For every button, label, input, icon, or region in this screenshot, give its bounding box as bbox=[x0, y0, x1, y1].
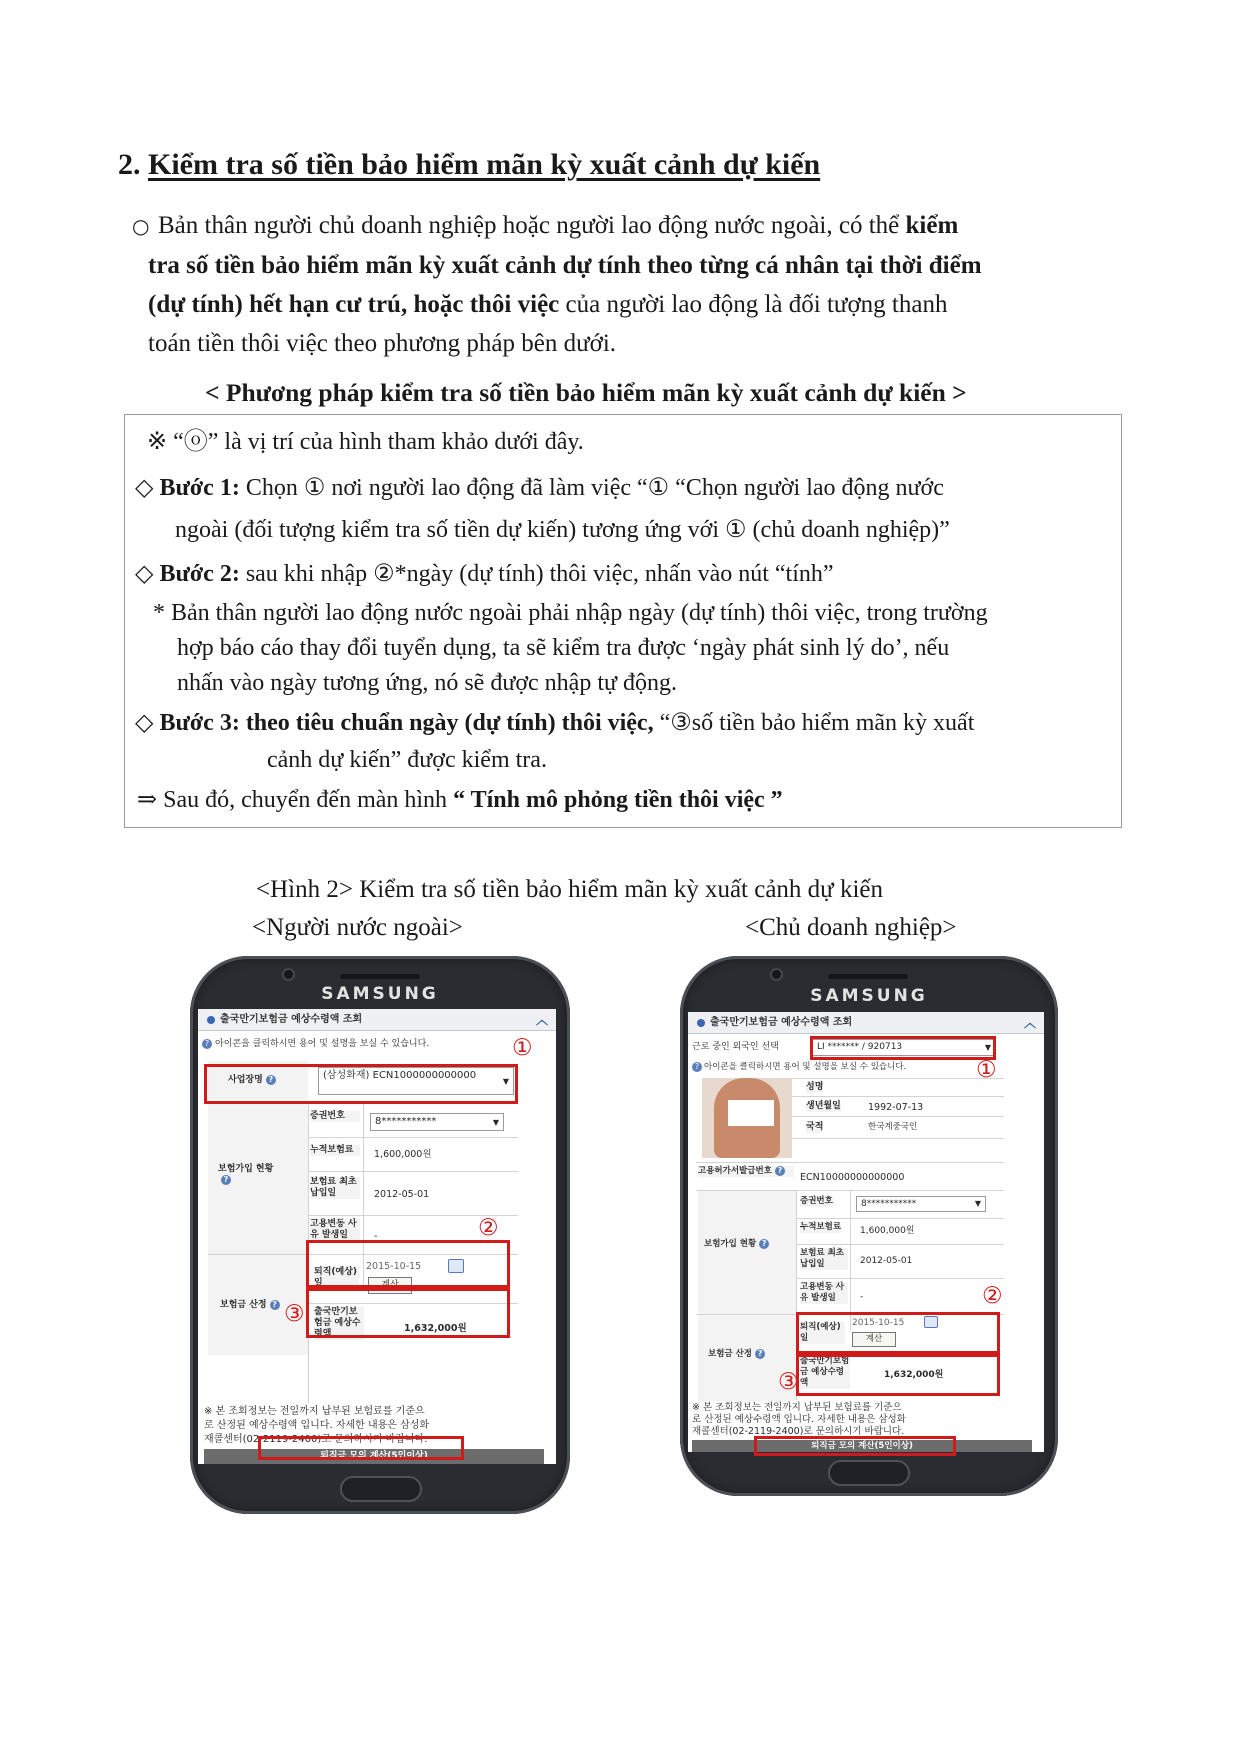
right-phone bbox=[680, 956, 1058, 1496]
intro-paragraph: ○ Bản thân người chủ doanh nghiệp hoặc người lao động nước ngoài, có thể kiểm tra số tiền bảo hiểm mãn kỳ xuất cảnh dự tính theo từng cá nhân tại thời điểm (dự tính) hết hạn cư trú, hoặc thôi việc của người lao động là đối tượng thanh toán tiền thôi việc theo phương pháp bên dưới. bbox=[132, 206, 1132, 363]
first-pay-value: 2012-05-01 bbox=[374, 1189, 430, 1200]
divider bbox=[850, 1190, 851, 1330]
speaker-grille bbox=[340, 974, 420, 979]
workplace-select[interactable]: (삼성화재) ECN1000000000000 ▼ bbox=[318, 1067, 514, 1095]
highlight-bottom-button bbox=[258, 1436, 464, 1460]
home-button[interactable] bbox=[340, 1476, 422, 1502]
highlight-2 bbox=[306, 1240, 510, 1288]
collapse-chevron-icon[interactable]: ︿ bbox=[535, 1013, 548, 1027]
chevron-down-icon: ▼ bbox=[492, 1118, 499, 1127]
premium-value: 1,600,000원 bbox=[860, 1226, 915, 1236]
change-date-label: 고용변동 사유 발생일 bbox=[310, 1219, 360, 1241]
divider bbox=[792, 1078, 1004, 1079]
divider bbox=[796, 1218, 1004, 1219]
change-date-label: 고용변동 사유 발생일 bbox=[800, 1282, 848, 1304]
title-dot-icon bbox=[207, 1016, 215, 1024]
expected-amount-label: 출국만기보험금 예상수령액 bbox=[314, 1307, 364, 1340]
section-heading bbox=[118, 148, 820, 182]
help-icon: ? bbox=[202, 1039, 212, 1049]
chevron-down-icon: ▼ bbox=[502, 1077, 509, 1086]
birth-label: 생년월일 bbox=[806, 1101, 841, 1111]
name-label: 성명 bbox=[806, 1082, 824, 1092]
help-icon: ? bbox=[692, 1062, 702, 1072]
worker-photo bbox=[702, 1078, 792, 1158]
highlight-2 bbox=[796, 1312, 1000, 1354]
section-number: 2. bbox=[118, 148, 141, 181]
bullet-icon: ○ bbox=[132, 214, 150, 238]
footnote: ※ 본 조회정보는 전일까지 납부된 보험료를 기준으 로 산정된 예상수령액 입니다. 자세한 내용은 삼성화 재콜센터(02-2119-2400)로 문의하시기 바랍니다. bbox=[204, 1406, 430, 1445]
divider bbox=[308, 1171, 518, 1172]
highlight-1 bbox=[204, 1064, 518, 1104]
retire-date-input[interactable]: 2015-10-15 bbox=[852, 1318, 905, 1328]
expected-amount-value: 1,632,000원 bbox=[884, 1370, 944, 1380]
help-icon[interactable]: ? bbox=[775, 1166, 785, 1176]
marker-3: ③ bbox=[778, 1369, 799, 1395]
next-step-line: ⇒ Sau đó, chuyển đến màn hình “ Tính mô phỏng tiền thôi việc ” bbox=[137, 787, 783, 813]
insurance-status-label: 보험가입 현황 ? bbox=[698, 1191, 796, 1314]
diamond-icon: ◇ bbox=[135, 710, 154, 736]
highlight-3 bbox=[796, 1354, 1000, 1396]
step-3-line: ◇ Bước 3: theo tiêu chuẩn ngày (dự tính) thôi việc, “③số tiền bảo hiểm mãn kỳ xuất bbox=[135, 710, 975, 736]
worker-select-label: 근로 중인 외국인 선택 bbox=[692, 1042, 779, 1052]
divider bbox=[796, 1278, 1004, 1279]
insurance-status-label: 보험가입 현황 ? bbox=[208, 1104, 308, 1254]
note-line-2: hợp báo cáo thay đổi tuyển dụng, ta sẽ kiểm tra được ‘ngày phát sinh lý do’, nếu bbox=[177, 635, 950, 661]
home-button[interactable] bbox=[828, 1460, 910, 1486]
highlight-bottom-button bbox=[754, 1436, 956, 1456]
divider bbox=[308, 1137, 518, 1138]
first-pay-label: 보험료 최초 납입일 bbox=[800, 1248, 848, 1270]
nation-label: 국적 bbox=[806, 1122, 824, 1132]
calc-button[interactable]: 계산 bbox=[852, 1332, 896, 1347]
nation-value: 한국계중국인 bbox=[868, 1122, 918, 1132]
left-phone bbox=[190, 956, 570, 1514]
box-note: ※ “ⓞ” là vị trí của hình tham khảo dưới đây. bbox=[147, 429, 584, 455]
workplace-label: 사업장명 ? bbox=[208, 1061, 308, 1099]
permit-label: 고용허가서발급번호 ? bbox=[698, 1166, 794, 1177]
method-title: < Phương pháp kiểm tra số tiền bảo hiểm mãn kỳ xuất cảnh dự kiến > bbox=[205, 378, 967, 407]
calc-button[interactable]: 계산 bbox=[368, 1277, 412, 1294]
diamond-icon: ◇ bbox=[135, 475, 154, 501]
step-1-line-2: ngoài (đối tượng kiểm tra số tiền dự kiến) tương ứng với ① (chủ doanh nghiệp)” bbox=[175, 517, 950, 543]
chevron-down-icon: ▼ bbox=[984, 1042, 991, 1052]
left-phone-label: <Người nước ngoài> bbox=[252, 914, 463, 941]
permit-value: ECN10000000000000 bbox=[800, 1172, 905, 1183]
right-phone-label: <Chủ doanh nghiệp> bbox=[745, 914, 957, 941]
first-pay-label: 보험료 최초 납입일 bbox=[310, 1177, 360, 1199]
help-text: ? 아이콘을 클릭하시면 용어 및 설명을 보실 수 있습니다. bbox=[202, 1039, 429, 1050]
premium-label: 누적보험료 bbox=[800, 1222, 842, 1232]
change-date-value: - bbox=[860, 1292, 864, 1302]
note-line-3: nhấn vào ngày tương ứng, nó sẽ được nhập tự động. bbox=[177, 670, 678, 696]
severance-simulation-button[interactable]: 퇴직금 모의 계산(5인이상) bbox=[204, 1449, 544, 1464]
step-1-line-1: ◇ Bước 1: Chọn ① nơi người lao động đã làm việc “① “Chọn người lao động nước bbox=[135, 475, 944, 501]
speaker-grille bbox=[828, 974, 908, 979]
retire-date-label: 퇴직(예상)일 bbox=[800, 1322, 845, 1344]
marker-1: ① bbox=[512, 1035, 533, 1061]
title-dot-icon bbox=[697, 1019, 705, 1027]
divider bbox=[796, 1244, 1004, 1245]
figure-caption: <Hình 2> Kiểm tra số tiền bảo hiểm mãn kỳ xuất cảnh dự kiến bbox=[256, 876, 884, 903]
birth-value: 1992-07-13 bbox=[868, 1102, 924, 1113]
calc-section-label: 보험금 산정 ? bbox=[208, 1255, 308, 1355]
instruction-box bbox=[124, 414, 1122, 828]
marker-1: ① bbox=[976, 1057, 997, 1083]
camera-icon bbox=[282, 968, 295, 981]
app-title-bar: 출국만기보험금 예상수령액 조회 ︿ bbox=[198, 1009, 556, 1031]
policy-no-select[interactable]: 8*********** ▼ bbox=[370, 1113, 504, 1131]
worker-select[interactable]: LI ******* / 920713 ▼ bbox=[812, 1039, 996, 1056]
divider bbox=[696, 1162, 1004, 1163]
help-icon[interactable]: ? bbox=[221, 1175, 231, 1185]
premium-value: 1,600,000원 bbox=[374, 1149, 432, 1160]
footnote: ※ 본 조회정보는 전일까지 납부된 보험료를 기준으 로 산정된 예상수령액 입니다. 자세한 내용은 삼성화 재콜센터(02-2119-2400)로 문의하시기 바랍니다. bbox=[692, 1402, 906, 1437]
help-icon[interactable]: ? bbox=[759, 1239, 769, 1249]
help-icon[interactable]: ? bbox=[755, 1349, 765, 1359]
divider bbox=[792, 1138, 1004, 1139]
step-3-line-2: cảnh dự kiến” được kiểm tra. bbox=[267, 747, 547, 773]
diamond-icon: ◇ bbox=[135, 561, 154, 587]
calc-section-label: 보험금 산정 ? bbox=[698, 1315, 796, 1401]
policy-no-label: 증권번호 bbox=[800, 1196, 833, 1206]
divider bbox=[792, 1116, 1004, 1117]
expected-amount-label: 출국만기보험금 예상수령액 bbox=[800, 1356, 850, 1388]
marker-2: ② bbox=[982, 1283, 1003, 1309]
policy-no-label: 증권번호 bbox=[310, 1111, 360, 1122]
step-2-line: ◇ Bước 2: sau khi nhập ②*ngày (dự tính) thôi việc, nhấn vào nút “tính” bbox=[135, 561, 834, 587]
change-date-value: - bbox=[374, 1231, 378, 1242]
expected-amount-value: 1,632,000원 bbox=[404, 1323, 467, 1334]
note-line-1: * Bản thân người lao động nước ngoài phải nhập ngày (dự tính) thôi việc, trong trường bbox=[153, 600, 988, 626]
app-title-bar: 출국만기보험금 예상수령액 조회 ︿ bbox=[688, 1012, 1044, 1034]
chevron-down-icon: ▼ bbox=[974, 1199, 981, 1208]
highlight-3 bbox=[306, 1288, 510, 1338]
first-pay-value: 2012-05-01 bbox=[860, 1256, 913, 1266]
phone-brand: SAMSUNG bbox=[321, 984, 439, 1004]
divider bbox=[792, 1096, 1004, 1097]
phone-brand: SAMSUNG bbox=[810, 986, 928, 1006]
camera-icon bbox=[770, 968, 783, 981]
premium-label: 누적보험료 bbox=[310, 1145, 360, 1156]
highlight-1 bbox=[810, 1036, 996, 1060]
severance-simulation-button[interactable]: 퇴직금 모의 계산(5인이상) bbox=[692, 1440, 1032, 1452]
retire-date-label: 퇴직(예상)일 bbox=[314, 1267, 358, 1288]
section-title: Kiểm tra số tiền bảo hiểm mãn kỳ xuất cảnh dự kiến bbox=[148, 148, 821, 181]
retire-date-input[interactable]: 2015-10-15 bbox=[366, 1261, 422, 1272]
help-icon[interactable]: ? bbox=[270, 1300, 280, 1310]
policy-no-select[interactable]: 8*********** ▼ bbox=[856, 1196, 986, 1212]
marker-2: ② bbox=[478, 1215, 499, 1241]
help-icon[interactable]: ? bbox=[266, 1075, 276, 1085]
collapse-chevron-icon[interactable]: ︿ bbox=[1023, 1016, 1036, 1030]
marker-3: ③ bbox=[284, 1301, 305, 1327]
face-blur-box bbox=[728, 1100, 774, 1126]
help-text: ? 아이콘을 클릭하시면 용어 및 설명을 보실 수 있습니다. bbox=[692, 1062, 906, 1073]
